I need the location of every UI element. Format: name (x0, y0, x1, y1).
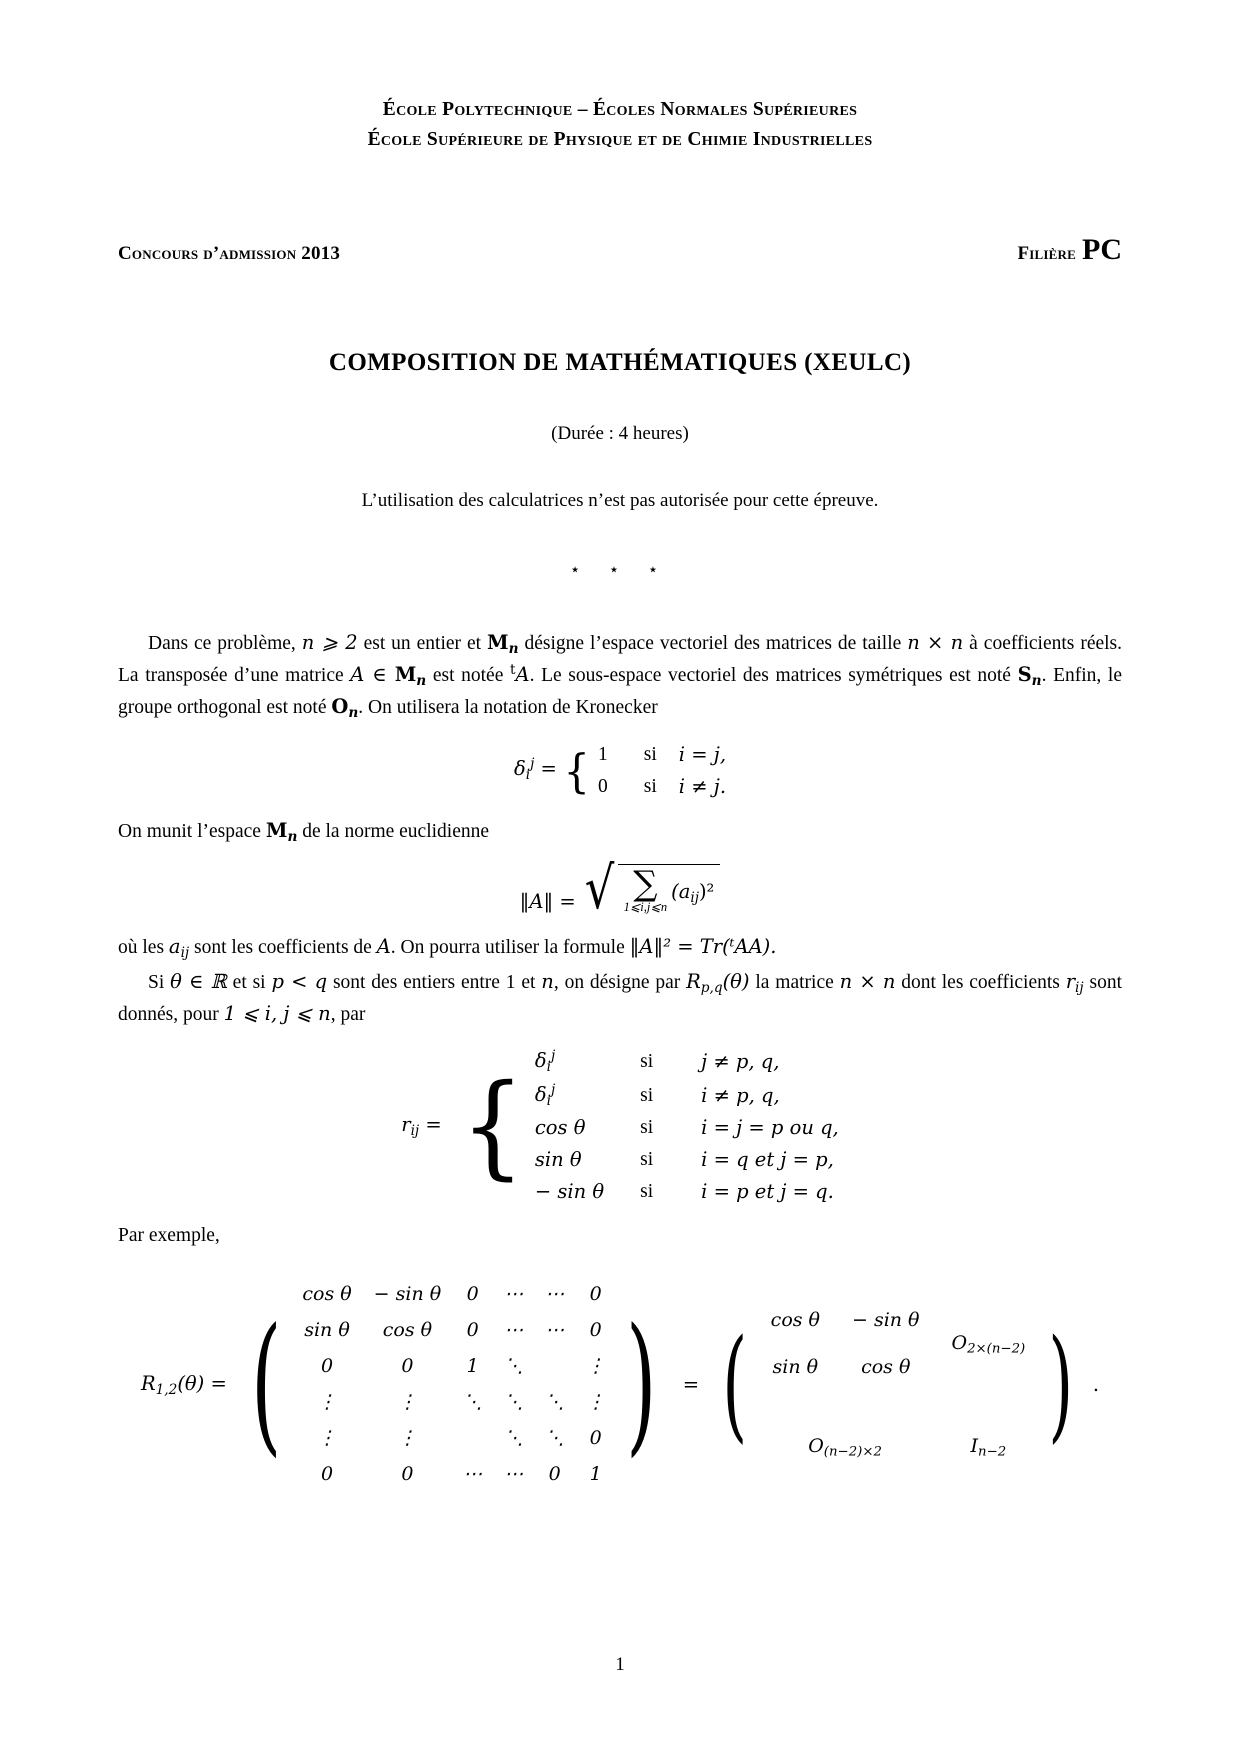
p2-b: de la norme euclidienne (297, 821, 490, 843)
brace-icon: { (563, 743, 590, 798)
rij-si: si (640, 1149, 654, 1171)
matrix-block-cell-O-top-right (936, 1297, 1042, 1391)
rij-value: sin θ (534, 1148, 582, 1172)
matrix-cell: − sin θ (373, 1283, 442, 1306)
matrix-cell: ⋯ (504, 1283, 524, 1306)
p3-b: sont les coefficients de (189, 936, 377, 958)
rij-table (535, 1045, 839, 1207)
right-paren-block-icon: ) (1048, 1312, 1074, 1455)
rij-row (535, 1045, 839, 1079)
kronecker-display (118, 739, 1122, 802)
matrix-block-cell: cos θ (770, 1309, 820, 1332)
matrix-label-letter: R (140, 1371, 156, 1395)
filiere-label: Filière (1017, 243, 1076, 265)
summand-sub: ij (690, 890, 699, 907)
paragraph-1 (118, 628, 1122, 723)
matrix-row (291, 1420, 616, 1456)
math-trace-formula: ‖A‖² = Tr(ᵗAA). (629, 934, 777, 958)
rij-si: si (640, 1180, 654, 1202)
p4-d: , on désigne par (553, 972, 687, 994)
matrix-row (291, 1456, 616, 1492)
matrix-cell: 0 (401, 1355, 414, 1378)
matrix-cell: sin θ (304, 1319, 350, 1342)
rij-value: $\delta_i^j$ (534, 1048, 556, 1076)
math-rij: $r_{ij}$ (1065, 970, 1084, 996)
matrix-cell: ⋱ (504, 1355, 524, 1378)
p1-h: . On utilisera la notation de Kronecker (358, 696, 658, 718)
matrix-cell: ⋯ (504, 1462, 524, 1485)
rij-row (535, 1079, 839, 1113)
p3-c: . On pourra utiliser la formule (390, 936, 630, 958)
matrix-cell: ⋮ (397, 1426, 417, 1449)
kronecker-si: si (643, 775, 657, 797)
kronecker-si: si (643, 744, 657, 766)
kronecker-cond: i ≠ j. (678, 774, 727, 798)
math-Rpq: $R_{p,q}(\theta)$ (686, 970, 750, 996)
rij-lhs: $r_{ij}$ = (401, 1112, 442, 1139)
sqrt-icon: √ (584, 853, 614, 922)
math-n: n (541, 970, 554, 994)
left-paren-block-icon: ( (722, 1312, 748, 1455)
matrix-cell: ⋯ (463, 1462, 483, 1485)
matrix-cell: 0 (466, 1283, 479, 1306)
p3-a: où les (118, 936, 169, 958)
rij-cond: j ≠ p, q, (701, 1050, 780, 1074)
math-On: $O_n$ (331, 694, 359, 721)
institution-line-1: École Polytechnique – Écoles Normales Supérieures (382, 99, 858, 120)
kronecker-value: 0 (598, 775, 608, 797)
matrix-cell: ⋱ (545, 1391, 565, 1414)
matrix-cell: ⋯ (504, 1319, 524, 1342)
rij-si: si (640, 1084, 654, 1106)
rij-cond: i = j = p ou q, (701, 1116, 839, 1140)
norm-lhs: ‖A‖ = (519, 889, 576, 913)
matrix-block (755, 1297, 1042, 1472)
rij-row (535, 1176, 839, 1208)
rij-si: si (640, 1051, 654, 1073)
o-sub: 2×(n−2) (967, 1341, 1026, 1357)
matrix-block-row (755, 1423, 1042, 1472)
matrix-cell: 0 (320, 1355, 334, 1378)
matrix-cell: 0 (466, 1319, 479, 1342)
summand-open: (a (671, 880, 691, 904)
p4-e: la matrice (749, 972, 840, 994)
matrix-cell: ⋮ (397, 1391, 417, 1414)
math-A-in-Mn: A ∈ $M_n$ (350, 663, 427, 689)
brace-icon: { (460, 1061, 525, 1192)
kronecker-row (598, 739, 726, 771)
rij-lhs-sub: ij (410, 1122, 420, 1139)
matrix-cell: ⋱ (504, 1391, 524, 1414)
page-number: 1 (615, 1654, 625, 1675)
matrix-row (291, 1277, 616, 1313)
matrix-example-display (118, 1277, 1122, 1492)
math-Mn: $M_n$ (487, 631, 519, 658)
rij-cond: i = q et j = p, (701, 1148, 834, 1172)
matrix-cell: ⋮ (317, 1391, 337, 1414)
matrix-cell: 1 (589, 1462, 602, 1485)
matrix-cell: 0 (320, 1462, 334, 1485)
summation-symbol (623, 863, 668, 917)
matrix-block-cell-I-bottom-right (936, 1423, 1042, 1472)
rij-cond: i = p et j = q. (701, 1179, 834, 1203)
sum-limits: 1⩽i,j⩽n (623, 900, 668, 915)
matrix-block-cell: − sin θ (851, 1309, 920, 1332)
math-Mn-2: $M_n$ (265, 819, 298, 846)
right-paren-icon: ) (626, 1297, 657, 1472)
kronecker-table (598, 739, 726, 802)
math-Sn: $S_n$ (1017, 663, 1042, 689)
summand-end: )² (698, 880, 715, 904)
summand (671, 877, 714, 909)
paragraph-4 (118, 967, 1122, 1029)
matrix-cell: 1 (466, 1355, 479, 1378)
paragraph-5: Par exemple, (118, 1225, 220, 1247)
matrix-label (141, 1369, 227, 1401)
p1-b: est un entier et (357, 633, 488, 655)
paragraph-3 (118, 932, 1122, 964)
matrix-block-cell-O-bottom-left (755, 1423, 936, 1472)
matrix-cell: ⋯ (545, 1319, 565, 1342)
p1-g: . Enfin, le groupe orthogonal est noté (118, 665, 1123, 718)
matrix-cell: 0 (589, 1283, 602, 1306)
norm-display (118, 853, 1122, 922)
matrix-cell: 0 (589, 1426, 602, 1449)
matrix-block-row (755, 1297, 1042, 1344)
rij-row (535, 1144, 839, 1176)
matrix-cell (452, 1420, 493, 1456)
institution-header (118, 95, 1122, 155)
kronecker-cases (562, 739, 726, 802)
p4-a: Si (148, 972, 171, 994)
rij-row (535, 1112, 839, 1144)
concours-row (118, 233, 1122, 267)
left-paren-icon: ( (250, 1297, 282, 1472)
math-nxn-2: n × n (839, 970, 896, 994)
rij-cond: i ≠ p, q, (701, 1083, 780, 1107)
math-A: A (376, 934, 391, 958)
matrix-block-cell: cos θ (861, 1356, 911, 1379)
i-letter: I (970, 1434, 979, 1457)
matrix-cell: ⋱ (463, 1391, 483, 1414)
matrix-cell: ⋮ (586, 1355, 606, 1378)
rij-lhs-letter: r (401, 1112, 411, 1136)
filiere-block (1017, 233, 1122, 267)
matrix-cell: ⋯ (545, 1283, 565, 1306)
rij-value: cos θ (534, 1116, 586, 1140)
rij-cases-display (118, 1045, 1122, 1207)
matrix-block-spacer (936, 1391, 1042, 1423)
page-title: COMPOSITION DE MATHÉMATIQUES (XEULC) (328, 349, 912, 377)
matrix-cell: 0 (589, 1319, 602, 1342)
sigma-icon: ∑ (633, 863, 658, 904)
trailing-period: . (1092, 1372, 1100, 1396)
p1-e: est notée (426, 665, 511, 686)
p1-a: Dans ce problème, (148, 633, 302, 655)
matrix-cell: cos θ (382, 1319, 433, 1342)
matrix-row (291, 1349, 616, 1385)
o-letter: O (808, 1434, 824, 1457)
concours-label: Concours d’admission 2013 (118, 243, 341, 265)
p4-f: dont les coefficients (895, 972, 1066, 994)
matrix-cell: 0 (548, 1462, 561, 1485)
kronecker-cond: i = j, (678, 743, 727, 767)
math-n-ge-2: n ⩾ 2 (301, 631, 358, 655)
sqrt-body (618, 864, 721, 917)
p4-h: , par (330, 1003, 366, 1025)
equals-sign: = (682, 1372, 700, 1396)
rij-value: − sin θ (534, 1179, 605, 1203)
matrix-block-cell: sin θ (772, 1356, 819, 1379)
rij-si: si (640, 1117, 654, 1139)
matrix-block-row (755, 1391, 1042, 1423)
matrix-cell (534, 1349, 575, 1385)
matrix-label-sub: 1,2 (155, 1381, 178, 1398)
o-sub: (n−2)×2 (823, 1444, 882, 1460)
matrix-cell: ⋮ (586, 1391, 606, 1414)
matrix-cell: ⋮ (317, 1426, 337, 1449)
matrix-block-spacer (755, 1391, 936, 1423)
body-text (118, 628, 1122, 1492)
p1-d: à coefficients réels. La transposée d’une matrice (118, 633, 1123, 686)
rij-value: $\delta_i^j$ (534, 1082, 556, 1109)
matrix-row (291, 1385, 616, 1421)
rij-cases (457, 1045, 839, 1207)
matrix-label-arg: (θ) = (177, 1371, 227, 1395)
math-nxn: n × n (907, 631, 964, 655)
kronecker-row (598, 771, 726, 803)
p1-c: désigne l’espace vectoriel des matrices de taille (518, 633, 908, 655)
matrix-row (291, 1313, 616, 1349)
i-sub: n−2 (978, 1444, 1007, 1460)
math-p-lt-q: p < q (271, 970, 328, 994)
matrix-cell: cos θ (302, 1283, 352, 1306)
math-aij: $a_{ij}$ (168, 934, 190, 961)
sqrt-construct (581, 853, 721, 922)
matrix-cell: 0 (401, 1462, 414, 1485)
math-theta-in-R: θ ∈ ℝ (170, 970, 227, 994)
paragraph-2 (118, 816, 1122, 848)
p4-c: sont des entiers entre 1 et (327, 972, 542, 994)
institution-line-2: École Supérieure de Physique et de Chimie Industrielles (367, 129, 873, 151)
calculator-notice: L’utilisation des calculatrices n’est pas autorisée pour cette épreuve. (361, 490, 879, 512)
o-letter: O (951, 1331, 968, 1354)
p1-f: . Le sous-espace vectoriel des matrices symétriques est noté (529, 665, 1018, 686)
math-tA: $^t$A (510, 662, 530, 686)
matrix-main (291, 1277, 616, 1492)
kronecker-value: 1 (598, 744, 608, 766)
kronecker-lhs: $\delta_i^j$ = (513, 756, 557, 784)
matrix-cell: ⋱ (504, 1426, 524, 1449)
math-range-ij: 1 ⩽ i, j ⩽ n (223, 1001, 331, 1025)
p4-b: et si (226, 972, 272, 994)
section-separator: ⋆ ⋆ ⋆ (569, 560, 671, 580)
filiere-value: PC (1082, 233, 1122, 267)
p2-a: On munit l’espace (118, 821, 266, 843)
duration-note: (Durée : 4 heures) (551, 423, 689, 445)
matrix-cell: ⋱ (545, 1426, 565, 1449)
p4-g: sont donnés, pour (118, 972, 1122, 1025)
